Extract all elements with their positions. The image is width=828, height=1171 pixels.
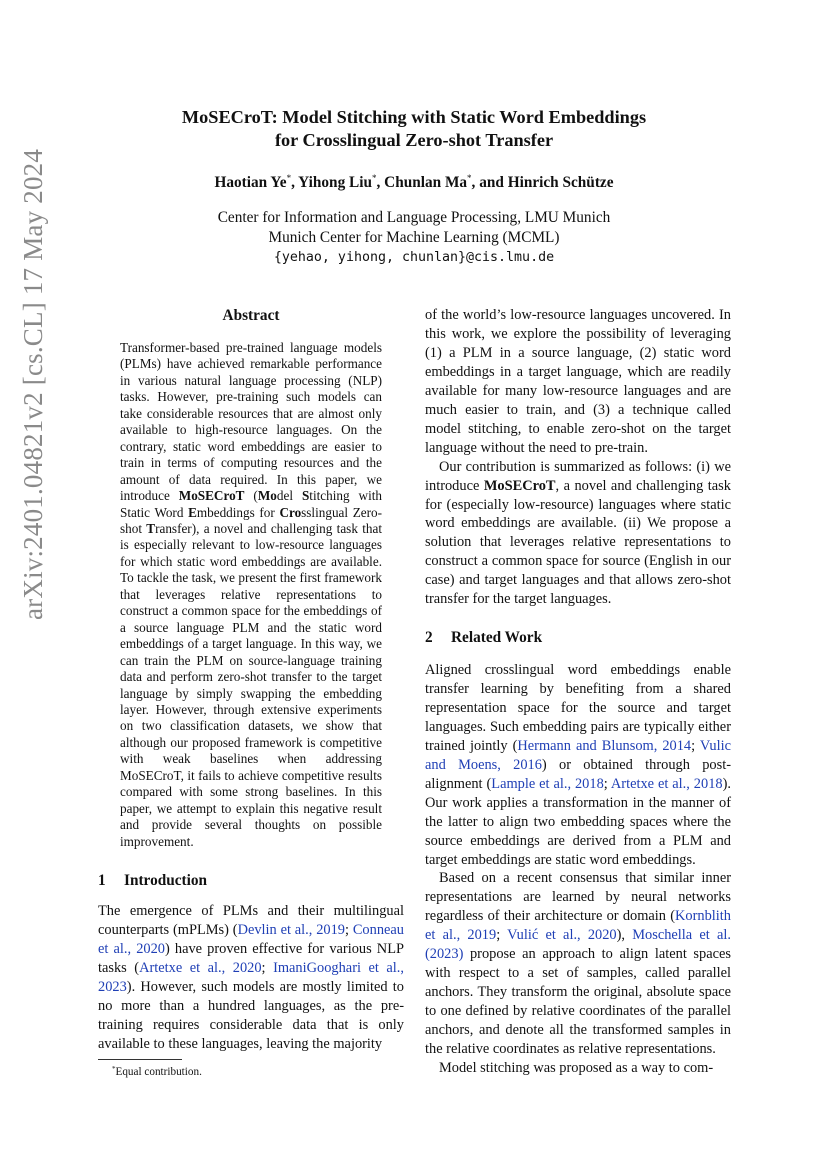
text-segment: ). Our work applies a transformation in the manner of the latter to align two embedding spaces where the source embeddings are derived from a PLM and target embeddings are static word embeddings. — [425, 775, 731, 868]
author-separator: , and — [471, 174, 508, 191]
citation-link[interactable]: Devlin et al., 2019 — [237, 921, 345, 938]
affiliation-line: Munich Center for Machine Learning (MCML) — [268, 229, 560, 246]
citation-link[interactable]: Artetxe et al., 2018 — [610, 775, 723, 792]
title-line-2: for Crosslingual Zero-shot Transfer — [274, 130, 554, 150]
title-line-1: MoSECroT: Model Stitching with Static Word Embeddings — [181, 107, 647, 127]
task-name: MoSECroT — [483, 477, 556, 494]
section-title: Introduction — [124, 872, 208, 889]
paragraph: Model stitching was proposed as a way to com- — [439, 1060, 714, 1077]
text-segment: , a novel and challenging task for (especially low-resource) languages where static word embeddings are available. (ii) We propose a solution that leverages relative representations to construct a common space for source (English in our case) and target languages and that allows zero-shot transfer for the target languages. — [425, 477, 731, 608]
acronym-letter: Mo — [257, 488, 277, 504]
text-segment: ) or obtained through post-alignment ( — [425, 756, 731, 792]
footnote-rule — [98, 1059, 182, 1060]
equal-contribution-mark: * — [286, 173, 292, 183]
text-segment: ; — [261, 959, 274, 976]
abstract-segment: del — [276, 488, 302, 504]
acronym-letter: Cro — [279, 504, 302, 520]
text-segment: ; — [603, 775, 611, 792]
abstract-segment: Transformer-based pre-trained language models (PLMs) have achieved remarkable performance in various natural language processing (NLP) tasks. However, pre-training such models can take considerable resources that are almost only available to high-resource languages. On the contrary, static word embeddings are easier to train in terms of computing resources and the amount of data required. In this paper, we introduce — [120, 340, 382, 504]
text-segment: ). However, such models are mostly limited to no more than a hundred languages, as the pre-training requires considerable data that is only available to these languages, leaving the majority — [98, 978, 404, 1052]
author-name: Yihong Liu — [298, 174, 372, 191]
text-segment: The emergence of PLMs and their multilingual counterparts (mPLMs) ( — [98, 903, 404, 938]
affiliations — [0, 208, 828, 268]
footnote-text: Equal contribution. — [115, 1066, 202, 1078]
author-separator: , — [376, 174, 385, 191]
text-segment: ; — [496, 927, 508, 944]
footnote — [112, 1065, 202, 1078]
acronym-letter: S — [301, 488, 310, 504]
related-work-text — [425, 661, 731, 1078]
section-title: Related Work — [451, 629, 543, 646]
abstract-segment: sslingual Zero-shot — [120, 504, 382, 536]
abstract-text — [120, 340, 382, 850]
citation-link[interactable]: Artetxe et al., 2020 — [139, 959, 262, 976]
text-segment: propose an approach to align latent spaces with respect to a set of samples, called parallel anchors. They transform the original, absolute space to one defined by relative coordinates of the parallel anchors, and denote all the transformed samples in the relative coordinates as relative representations. — [425, 946, 731, 1058]
introduction-text — [98, 902, 404, 1054]
affiliation-line: Center for Information and Language Processing, LMU Munich — [217, 209, 611, 226]
paragraph — [425, 661, 731, 869]
section-number: 1 — [98, 872, 106, 889]
paper-title — [0, 106, 828, 152]
text-segment: Our contribution is summarized as follows: (i) we introduce — [425, 458, 731, 494]
abstract-segment: mbeddings for — [196, 504, 280, 520]
paragraph — [425, 869, 731, 1059]
text-segment: ), — [616, 927, 633, 944]
equal-contribution-mark: * — [467, 173, 472, 183]
author-name: Hinrich Schütze — [507, 174, 614, 191]
acronym-letter: E — [188, 504, 197, 520]
citation-link[interactable]: Moschella et al. (2023) — [425, 927, 731, 963]
abstract-segment: ( — [244, 488, 258, 504]
arxiv-identifier-stamp: arXiv:2401.04821v2 [cs.CL] 17 May 2024 — [18, 148, 48, 620]
author-separator: , — [291, 174, 299, 191]
text-segment: Based on a recent consensus that similar inner representations are learned by neural networks regardless of their architecture or domain ( — [425, 870, 731, 925]
citation-link[interactable]: Vulić et al., 2020 — [507, 927, 617, 944]
citation-link[interactable]: Vulic and Moens, 2016 — [425, 737, 731, 773]
acronym-letter: T — [146, 520, 156, 536]
equal-contribution-mark: * — [372, 173, 377, 183]
abstract-segment: titching with Static Word — [120, 488, 382, 520]
citation-link[interactable]: Conneau et al., 2020 — [98, 921, 404, 957]
text-segment: ; — [691, 737, 700, 754]
author-list — [0, 173, 828, 192]
footnote-mark: * — [112, 1065, 116, 1073]
introduction-continued-text — [425, 306, 731, 609]
section-heading-introduction — [98, 872, 207, 890]
section-heading-related-work — [425, 629, 542, 647]
citation-link[interactable]: ImaniGooghari et al., 2023 — [98, 959, 404, 995]
abstract-heading: Abstract — [222, 307, 280, 324]
citation-link[interactable]: Lample et al., 2018 — [491, 775, 604, 792]
text-segment: Aligned crosslingual word embeddings enable transfer learning by benefiting from a shared representation space for the source and target languages. Such embedding pairs are typically either trained jointly ( — [425, 662, 731, 754]
paragraph — [425, 458, 731, 610]
paragraph: of the world’s low-resource languages uncovered. In this work, we explore the possibility of leveraging (1) a PLM in a source language, (2) static word embeddings in a target language, which are readily available for many low-resource languages and are much easier to train, and (3) a technique called model stitching, to enable zero-shot on the target language without the need to pre-train. — [425, 307, 731, 456]
abstract-segment: ransfer), a novel and challenging task that is especially relevant to low-resource languages for which static word embeddings are available. To tackle the task, we present the first framework that leverages relative representations to construct a common space for the embeddings of a source language PLM and the static word embeddings of a target language. In this way, we can train the PLM on source-language training data and perform zero-shot transfer to the target language by simply swapping the embedding layer. However, through extensive experiments on two classification datasets, we show that although our proposed framework is competitive with weak baselines when addressing MoSECroT, it fails to achieve competitive results compared with some strong baselines. In this paper, we attempt to explain this negative result and provide several thoughts on possible improvement. — [120, 520, 382, 849]
author-email[interactable]: {yehao, yihong, chunlan}@cis.lmu.de — [273, 250, 555, 265]
text-segment: ; — [344, 921, 353, 938]
task-name: MoSECroT — [178, 488, 245, 504]
text-segment: ) have proven effective for various NLP tasks ( — [98, 940, 404, 976]
section-number: 2 — [425, 629, 433, 646]
author-name: Chunlan Ma — [384, 174, 468, 191]
author-name: Haotian Ye — [214, 174, 287, 191]
citation-link[interactable]: Kornblith et al., 2019 — [425, 908, 731, 944]
citation-link[interactable]: Hermann and Blunsom, 2014 — [517, 737, 692, 754]
